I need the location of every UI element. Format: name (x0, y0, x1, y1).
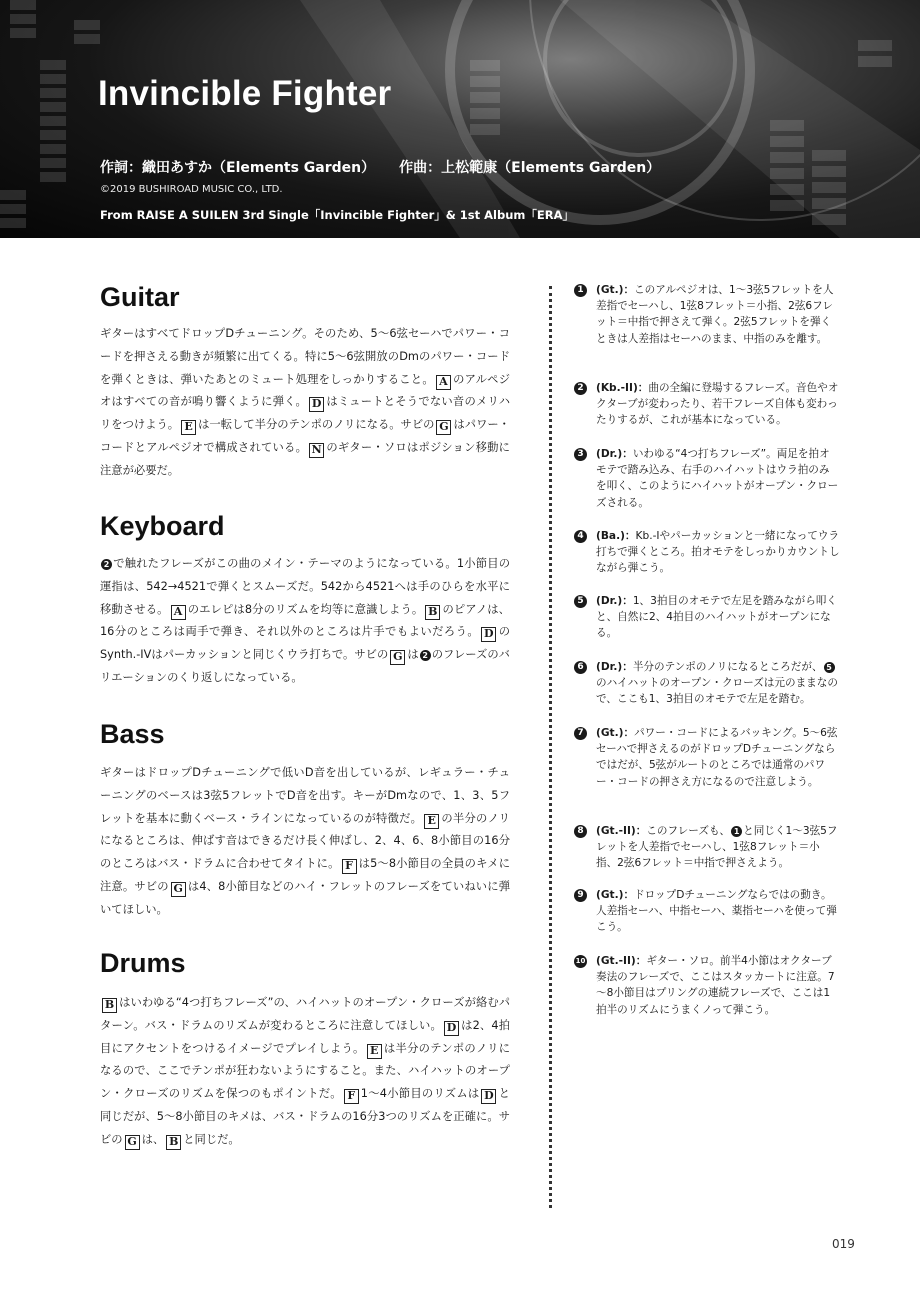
section-marker: D (481, 1089, 496, 1104)
section-marker: B (102, 998, 117, 1013)
section-marker: A (436, 375, 451, 390)
text-run: はパワー・コードとアルペジオで構成されている。 (100, 418, 510, 454)
ref-number: 2 (101, 559, 112, 570)
text-run: と同じだが、5～8小節目のキメは、バス・ドラムの16分3つのリズムを正確に。サビの (100, 1087, 510, 1146)
lyrics-credit: 作詞：織田あすか（Elements Garden） (100, 160, 376, 176)
note-part: (Gt.)： (596, 727, 635, 739)
source-info: From RAISE A SUILEN 3rd Single「Invincible Fighter」& 1st Album「ERA」 (100, 208, 575, 222)
section-marker: G (390, 650, 405, 665)
text-run: Kb.-Iやパーカッションと一緒になってウラ打ちで弾くところ。拍オモテをしっかりカウントしながら弾こう。 (596, 530, 840, 575)
note-number: 1 (574, 284, 587, 297)
text-run: で触れたフレーズがこの曲のメイン・テーマのようになっている。1小節目の運指は、542→4521で弾くとスムーズだ。542から4521へは手のひらを水平に移動させる。 (100, 557, 510, 616)
text-run: はミュートとそうでない音のメリハリをつけよう。 (100, 395, 511, 432)
text-run: 1～4小節目のリズムは (360, 1087, 480, 1101)
guitar-text (100, 323, 510, 483)
section-marker: E (367, 1044, 382, 1059)
keyboard-text (100, 553, 510, 690)
section-marker: F (344, 1089, 359, 1104)
note-text (596, 725, 840, 790)
section-marker: A (171, 605, 186, 620)
note-part: (Dr.)： (596, 448, 633, 460)
note-item (574, 380, 840, 429)
text-run: のSynth.-IVはパーカッションと同じくウラ打ちで。サビの (100, 625, 510, 662)
note-text (596, 528, 840, 577)
note-number: 10 (574, 955, 587, 968)
section-marker: D (309, 397, 324, 412)
note-item (574, 953, 840, 1018)
header-background-art (0, 0, 920, 238)
song-title: Invincible Fighter (98, 74, 392, 113)
note-text (596, 823, 840, 872)
text-run: の半分のノリになるところは、伸ばす音はできるだけ長く伸ばし、2、4、6、8小節目の16分のところはバス・ドラムに合わせてタイトに。 (100, 811, 510, 871)
text-run: のアルペジオはすべての音が鳴り響くように弾く。 (100, 372, 510, 409)
note-text (596, 659, 840, 708)
text-run: のハイハットのオープン・クローズは元のままなので、ここも1、3拍目のオモテで左足を踏む。 (596, 677, 838, 706)
text-run: パワー・コードによるバッキング。5～6弦セーハで押さえるのがドロップDチューニングならではだが、5弦がルートのところでは通常のパワー・コードの押さえ方になるので注意しよう。 (596, 727, 838, 788)
text-run: いわゆる“4つ打ちフレーズ”。両足を拍オモテで踏み込み、右手のハイハットはウラ拍のみを叩く、このようにハイハットがオープン・クローズされる。 (596, 448, 839, 509)
note-text (596, 282, 840, 347)
text-run: ギターはドロップDチューニングで低いD音を出しているが、レギュラー・チューニングのベースは3弦5フレットでD音を出す。キーがDmなので、1、3、5フレットを基本に動くベース・ラインになっているのが特徴だ。 (100, 766, 510, 825)
section-marker: D (481, 627, 496, 642)
guitar-title: Guitar (100, 282, 180, 312)
note-item (574, 528, 840, 577)
text-run: のフレーズのバリエーションのくり返しになっている。 (100, 648, 510, 684)
text-run: ギター・ソロ。前半4小節はオクターブ奏法のフレーズで、ここはスタッカートに注意。7～8小節目はプリングの連続フレーズで、ここは1拍半のリズムにうまくノって弾こう。 (596, 955, 835, 1016)
section-marker: F (342, 859, 357, 874)
note-number: 6 (574, 661, 587, 674)
text-run: はいわゆる“4つ打ちフレーズ”の、ハイハットのオープン・クローズが絡むパターン。バス・ドラムのリズムが変わるところに注意してほしい。 (100, 996, 510, 1032)
note-item (574, 282, 840, 347)
music-credit: 作曲：上松範康（Elements Garden） (399, 160, 661, 176)
note-part: (Kb.-II)： (596, 382, 649, 394)
note-item (574, 446, 840, 511)
text-run: は半分のテンポのノリになるので、ここでテンポが狂わないようにすること。また、ハイハットのオープン・クローズのリズムを保つのもポイントだ。 (100, 1041, 510, 1101)
note-part: (Gt.)： (596, 889, 635, 901)
text-run: は2、4拍目にアクセントをつけるイメージでプレイしよう。 (100, 1018, 510, 1055)
text-run: は、 (141, 1132, 165, 1146)
note-item (574, 823, 840, 872)
text-run: のピアノは、16分のところは両手で弾き、それ以外のところは片手でもよいだろう。 (100, 602, 510, 639)
note-text (596, 887, 840, 936)
note-part: (Dr.)： (596, 595, 633, 607)
note-number: 4 (574, 530, 587, 543)
text-run: は5～8小節目の全員のキメに注意。サビの (100, 857, 510, 893)
text-run: は4、8小節目などのハイ・フレットのフレーズをていねいに弾いてほしい。 (100, 879, 510, 916)
text-run: 曲の全編に登場するフレーズ。音色やオクターブが変わったり、若干フレーズ自体も変わったりするが、これが基本になっている。 (596, 382, 839, 427)
text-run: ギターはすべてドロップDチューニング。そのため、5～6弦セーハでパワー・コードを押さえる動きが頻繁に出てくる。特に5～6弦開放のDmのパワー・コードを弾くときは、弾いたあとのミュート処理をしっかりすること。 (100, 327, 510, 386)
section-marker: B (425, 605, 440, 620)
text-run: のギター・ソロはポジション移動に注意が必要だ。 (100, 440, 510, 477)
note-part: (Ba.)： (596, 530, 636, 542)
note-text (596, 446, 840, 511)
bass-text (100, 762, 510, 922)
note-number: 7 (574, 727, 587, 740)
note-number: 8 (574, 825, 587, 838)
column-divider (549, 286, 552, 1208)
section-marker: B (166, 1135, 181, 1150)
text-run: のエレピは8分のリズムを均等に意識しよう。 (187, 602, 424, 616)
note-number: 3 (574, 448, 587, 461)
text-run: は一転して半分のテンポのノリになる。サビの (198, 418, 435, 432)
note-number: 2 (574, 382, 587, 395)
note-text (596, 953, 840, 1018)
text-run: 1、3拍目のオモテで左足を踏みながら叩くと、自然に2、4拍目のハイハットがオープンになる。 (596, 595, 837, 640)
text-run: このアルペジオは、1～3弦5フレットを人差指でセーハし、1弦8フレット＝小指、2弦6フレット＝中指で押さえて弾く。2弦5フレットを弾くときは人差指はセーハのまま、中指のみを離す。 (596, 284, 834, 345)
note-part: (Gt.-II)： (596, 955, 647, 967)
note-item (574, 725, 840, 790)
copyright: ©2019 BUSHIROAD MUSIC CO., LTD. (100, 184, 283, 195)
note-item (574, 887, 840, 936)
section-marker: G (125, 1135, 140, 1150)
text-run: ドロップDチューニングならではの動き。人差指セーハ、中指セーハ、薬指セーハを使って弾こう。 (596, 889, 837, 934)
note-part: (Dr.)： (596, 661, 633, 673)
ref-number: 2 (420, 650, 431, 661)
section-marker: G (436, 420, 451, 435)
text-run: と同じだ。 (183, 1132, 240, 1146)
section-marker: E (181, 420, 196, 435)
text-run: 半分のテンポのノリになるところだが、 (632, 661, 823, 673)
section-marker: G (171, 882, 186, 897)
note-number: 9 (574, 889, 587, 902)
section-marker: E (424, 814, 439, 829)
ref-number: 1 (731, 826, 742, 837)
note-part: (Gt.)： (596, 284, 635, 296)
bass-title: Bass (100, 719, 165, 749)
text-run: は (407, 648, 419, 662)
text-run: このフレーズも、 (646, 825, 731, 837)
ref-number: 5 (824, 662, 835, 673)
note-number: 5 (574, 595, 587, 608)
note-item (574, 659, 840, 708)
section-marker: D (444, 1021, 459, 1036)
credits (100, 157, 660, 177)
drums-text (100, 992, 510, 1152)
text-run: と同じく1～3弦5フレットを人差指でセーハし、1弦8フレット＝小指、2弦6フレット＝中指で押さえよう。 (596, 825, 838, 870)
page-number: 019 (832, 1237, 855, 1251)
note-text (596, 593, 840, 642)
keyboard-title: Keyboard (100, 511, 225, 541)
drums-title: Drums (100, 948, 186, 978)
note-item (574, 593, 840, 642)
note-part: (Gt.-II)： (596, 825, 647, 837)
header-banner (0, 0, 920, 238)
note-text (596, 380, 840, 429)
section-marker: N (309, 443, 324, 458)
